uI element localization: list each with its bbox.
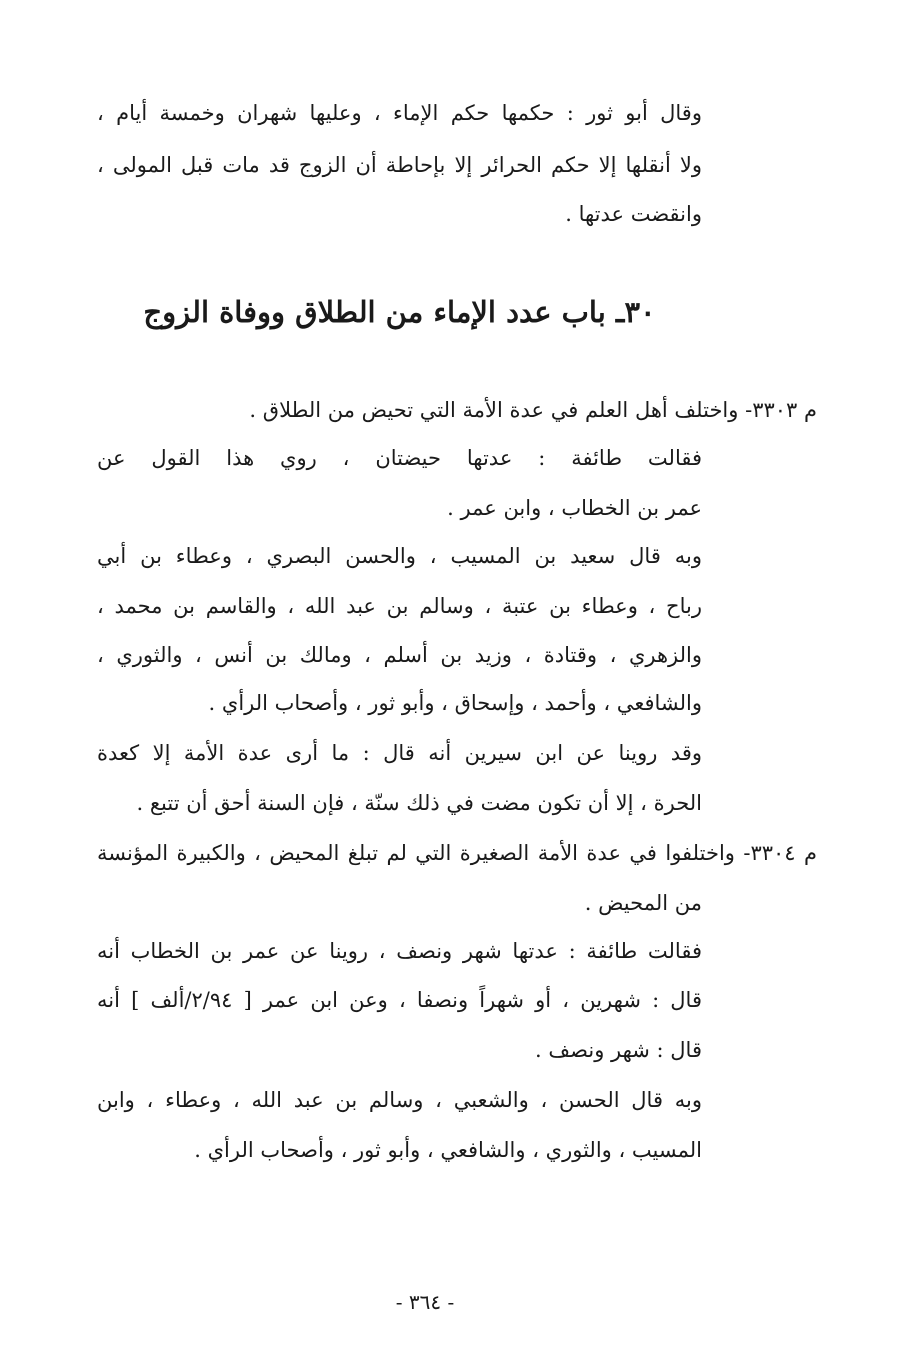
section-3303-line-2: فقالت طائفة : عدتها حيضتان ، روي هذا القول عن	[97, 446, 702, 470]
section-3304-line-2: من المحيض .	[584, 891, 702, 915]
intro-line-3: وانقضت عدتها .	[565, 202, 702, 226]
section-3304-line-3: فقالت طائفة : عدتها شهر ونصف ، روينا عن عمر بن الخطاب أنه	[97, 939, 702, 963]
section-3303-line-4: وبه قال سعيد بن المسيب ، والحسن البصري ، وعطاء بن أبي	[97, 544, 702, 568]
section-3303-line-1: م ٣٣٠٣- واختلف أهل العلم في عدة الأمة التي تحيض من الطلاق .	[249, 398, 817, 422]
section-3303-line-8: وقد روينا عن ابن سيرين أنه قال : ما أرى عدة الأمة إلا كعدة	[97, 741, 702, 765]
section-3303-line-3: عمر بن الخطاب ، وابن عمر .	[447, 496, 702, 520]
intro-line-1: وقال أبو ثور : حكمها حكم الإماء ، وعليها شهران وخمسة أيام ،	[97, 101, 702, 125]
section-3304-line-6: وبه قال الحسن ، والشعبي ، وسالم بن عبد الله ، وعطاء ، وابن	[97, 1088, 702, 1112]
section-3304-line-7: المسيب ، والثوري ، والشافعي ، وأبو ثور ، وأصحاب الرأي .	[194, 1138, 702, 1162]
section-3303-line-5: رباح ، وعطاء بن عتبة ، وسالم بن عبد الله ، والقاسم بن محمد ،	[97, 594, 702, 618]
section-3304-line-1: م ٣٣٠٤- واختلفوا في عدة الأمة الصغيرة التي لم تبلغ المحيض ، والكبيرة المؤنسة	[97, 841, 817, 865]
intro-line-2: ولا أنقلها إلا حكم الحرائر إلا بإحاطة أن الزوج قد مات قبل المولى ،	[97, 153, 702, 177]
section-3303-line-9: الحرة ، إلا أن تكون مضت في ذلك سنّة ، فإن السنة أحق أن تتبع .	[136, 791, 702, 815]
section-3304-line-4: قال : شهرين ، أو شهراً ونصفا ، وعن ابن عمر [ ٢/٩٤/ألف ] أنه	[97, 988, 702, 1012]
section-3303-line-7: والشافعي ، وأحمد ، وإسحاق ، وأبو ثور ، وأصحاب الرأي .	[208, 691, 702, 715]
chapter-heading: ٣٠ـ باب عدد الإماء من الطلاق ووفاة الزوج	[143, 295, 656, 329]
page-number: - ٣٦٤ -	[395, 1290, 455, 1314]
section-3304-line-5: قال : شهر ونصف .	[535, 1038, 702, 1062]
section-3303-line-6: والزهري ، وقتادة ، وزيد بن أسلم ، ومالك بن أنس ، والثوري ،	[97, 643, 702, 667]
